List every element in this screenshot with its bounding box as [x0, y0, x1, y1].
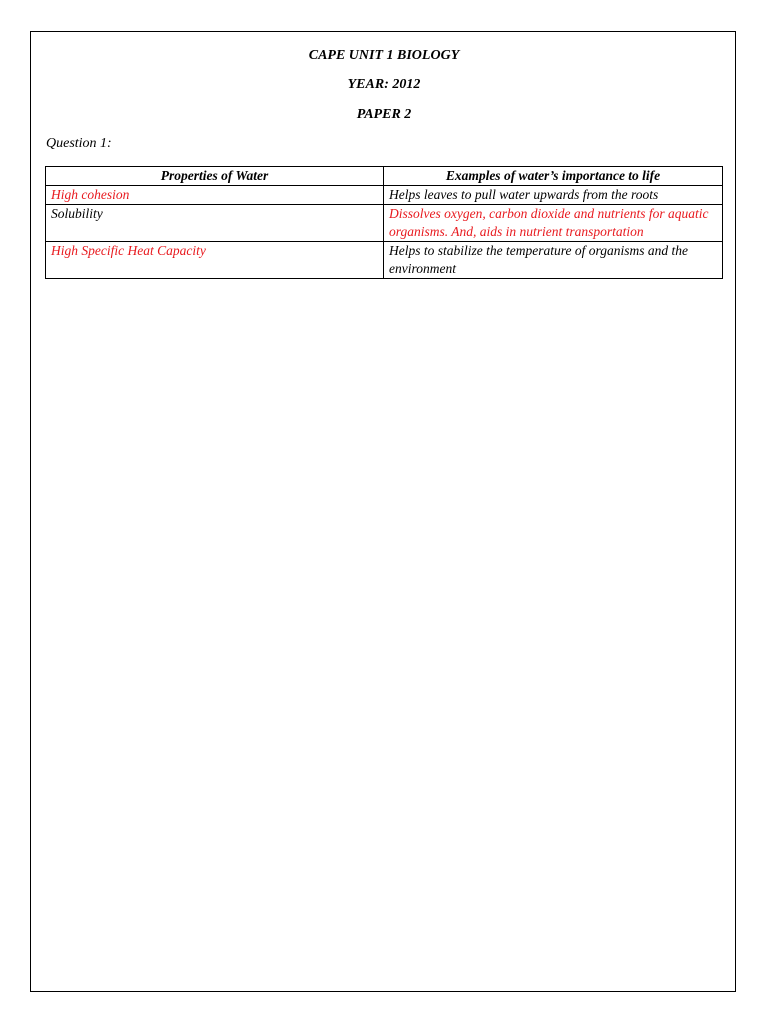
question-label: Question 1: — [46, 136, 112, 151]
properties-table — [45, 166, 723, 279]
table-row — [46, 186, 723, 205]
property-cell: High cohesion — [46, 186, 384, 205]
property-cell: Solubility — [46, 205, 384, 242]
table-row — [46, 205, 723, 242]
header-properties: Properties of Water — [46, 167, 384, 186]
document-title: CAPE UNIT 1 BIOLOGY — [308, 48, 460, 63]
header-examples: Examples of water’s importance to life — [384, 167, 723, 186]
example-cell: Helps to stabilize the temperature of organisms and the environment — [384, 242, 723, 279]
example-cell: Helps leaves to pull water upwards from the roots — [384, 186, 723, 205]
property-cell: High Specific Heat Capacity — [46, 242, 384, 279]
table-row — [46, 242, 723, 279]
document-paper: PAPER 2 — [356, 107, 412, 122]
document-year: YEAR: 2012 — [347, 77, 421, 92]
table-header-row — [46, 167, 723, 186]
example-cell: Dissolves oxygen, carbon dioxide and nutrients for aquatic organisms. And, aids in nutrient transportation — [384, 205, 723, 242]
